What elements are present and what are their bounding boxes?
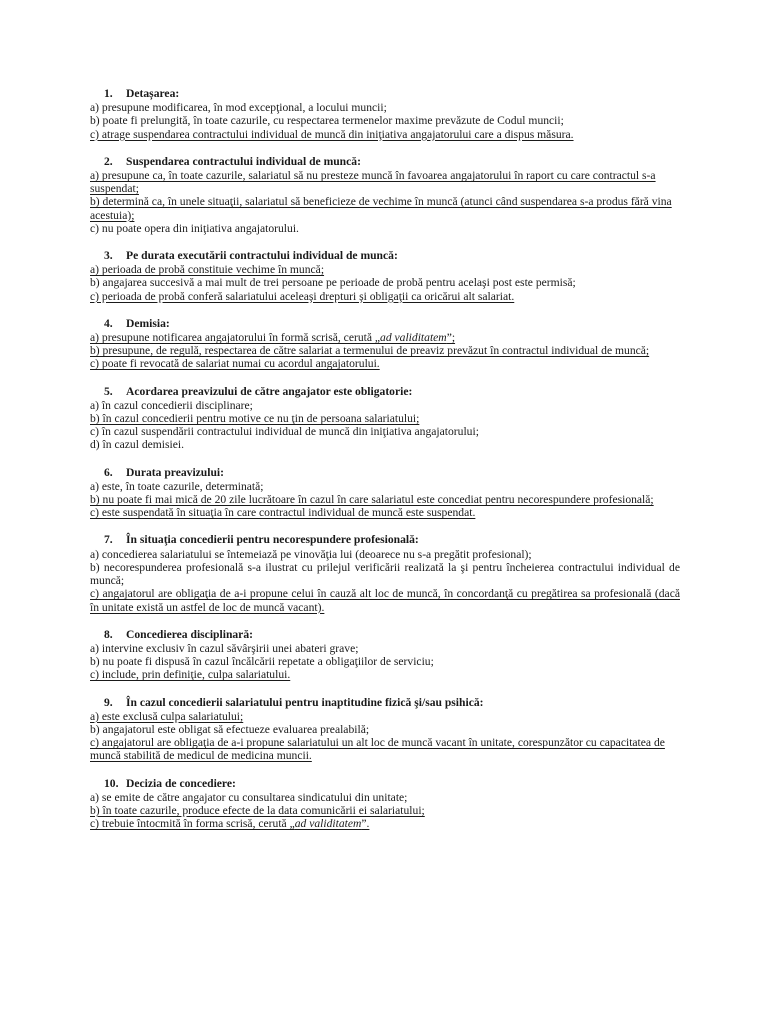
answer-option	[90, 290, 680, 303]
question-number: 9.	[104, 695, 113, 709]
answer-option	[90, 710, 680, 723]
answer-text: b) presupune, de regulă, respectarea de către salariat a termenului de preaviz prevăzut în contractul individual de muncă;	[90, 344, 650, 358]
question-block	[90, 777, 680, 831]
question-title: Acordarea preavizului de către angajator este obligatorie:	[126, 384, 413, 398]
answer-option	[90, 357, 680, 370]
question-number: 5.	[104, 384, 113, 398]
answer-text: c) include, prin definiţie, culpa salariatului.	[90, 668, 291, 682]
question-heading	[90, 87, 680, 100]
question-title: Detașarea:	[126, 87, 180, 100]
answer-option	[90, 817, 680, 830]
answer-text: b) nu poate fi dispusă în cazul încălcării repetate a obligaţiilor de serviciu;	[90, 655, 434, 669]
answer-text: ”.	[361, 817, 370, 831]
question-heading	[90, 155, 680, 168]
answer-option	[90, 276, 680, 289]
question-block	[90, 533, 680, 613]
answer-text: a) intervine exclusiv în cazul săvârşirii unei abateri grave;	[90, 641, 359, 655]
answer-text-italic: ad validitatem	[294, 817, 362, 831]
question-block	[90, 628, 680, 682]
answer-option	[90, 561, 680, 587]
answer-option	[90, 101, 680, 114]
answer-option	[90, 263, 680, 276]
answer-option	[90, 412, 680, 425]
answer-text: c) angajatorul are obligaţia de a-i propune celui în cauză alt loc de muncă, în concordanţă cu pregătirea sa profesională (dacă în unitate există un astfel de loc de muncă vacant).	[90, 587, 680, 614]
question-title: Demisia:	[126, 316, 170, 330]
answer-text: c) poate fi revocată de salariat numai cu acordul angajatorului.	[90, 357, 380, 371]
answer-option	[90, 642, 680, 655]
question-block	[90, 87, 680, 141]
answer-text: c) trebuie întocmită în forma scrisă, cerută „	[90, 817, 295, 831]
question-title: Durata preavizului:	[126, 465, 225, 479]
question-block	[90, 696, 680, 763]
answer-option	[90, 399, 680, 412]
question-block	[90, 466, 680, 520]
question-number: 7.	[104, 533, 113, 547]
question-heading	[90, 249, 680, 262]
question-block	[90, 249, 680, 303]
question-heading	[90, 533, 680, 546]
answer-text: b) angajarea succesivă a mai mult de trei persoane pe perioade de probă pentru acelaşi post este permisă;	[90, 276, 576, 290]
question-heading	[90, 696, 680, 709]
answer-text: ”;	[446, 331, 456, 345]
answer-option	[90, 723, 680, 736]
question-number: 2.	[104, 154, 113, 168]
answer-text: c) perioada de probă conferă salariatului aceleaşi drepturi şi obligaţii ca oricărui alt salariat.	[90, 289, 515, 303]
answer-text: b) poate fi prelungită, în toate cazurile, cu respectarea termenelor maxime prevăzute de Codul muncii;	[90, 114, 564, 128]
question-heading	[90, 466, 680, 479]
answer-text: a) presupune ca, în toate cazurile, salariatul să nu presteze muncă în favoarea angajatorului în raport cu care contractul s-a suspendat;	[90, 169, 656, 196]
answer-text: b) necorespunderea profesională s-a ilustrat cu prilejul verificării realizată la şi pentru încheierea contractului individual de muncă;	[90, 560, 680, 588]
answer-option	[90, 195, 680, 221]
document-body	[90, 87, 680, 844]
answer-option	[90, 655, 680, 668]
question-title: Concedierea disciplinară:	[126, 627, 253, 641]
question-block	[90, 317, 680, 371]
question-title: În situaţia concedierii pentru necorespundere profesională:	[126, 533, 419, 547]
answer-text: a) perioada de probă constituie vechime în muncă;	[90, 263, 325, 277]
question-heading	[90, 385, 680, 398]
answer-text: a) se emite de către angajator cu consultarea sindicatului din unitate;	[90, 790, 408, 804]
question-number: 4.	[104, 316, 113, 330]
answer-option	[90, 222, 680, 235]
answer-text: b) angajatorul este obligat să efectueze evaluarea prealabilă;	[90, 722, 370, 736]
answer-text: b) în toate cazurile, produce efecte de la data comunicării ei salariatului;	[90, 803, 425, 817]
answer-option	[90, 587, 680, 613]
answer-option	[90, 480, 680, 493]
answer-option	[90, 114, 680, 127]
answer-text: b) în cazul concedierii pentru motive ce nu ţin de persoana salariatului;	[90, 412, 420, 426]
answer-option	[90, 425, 680, 438]
answer-option	[90, 331, 680, 344]
answer-option	[90, 791, 680, 804]
answer-text: a) în cazul concedierii disciplinare;	[90, 398, 253, 412]
answer-text: c) în cazul suspendării contractului individual de muncă din iniţiativa angajatorului;	[90, 425, 479, 439]
answer-text: c) nu poate opera din iniţiativa angajatorului.	[90, 221, 299, 235]
answer-text: a) este, în toate cazurile, determinată;	[90, 479, 264, 493]
answer-option	[90, 344, 680, 357]
question-number: 10.	[104, 776, 119, 790]
answer-option	[90, 438, 680, 451]
answer-text: b) determină ca, în unele situaţii, salariatul să beneficieze de vechime în muncă (atunci când suspendarea s-a produs fără vina acestuia);	[90, 195, 672, 222]
answer-option	[90, 128, 680, 141]
answer-option	[90, 804, 680, 817]
answer-option	[90, 736, 680, 762]
question-title: Decizia de concediere:	[126, 776, 236, 790]
question-number: 6.	[104, 465, 113, 479]
question-title: În cazul concedierii salariatului pentru inaptitudine fizică şi/sau psihică:	[126, 695, 484, 709]
answer-option	[90, 548, 680, 561]
question-block	[90, 155, 680, 235]
answer-text: d) în cazul demisiei.	[90, 438, 185, 452]
answer-text: b) nu poate fi mai mică de 20 zile lucrătoare în cazul în care salariatul este concediat pentru necorespundere profesională;	[90, 493, 654, 507]
question-number: 8.	[104, 627, 113, 641]
answer-text: a) presupune notificarea angajatorului în formă scrisă, cerută „	[90, 331, 381, 345]
answer-option	[90, 668, 680, 681]
answer-text: a) este exclusă culpa salariatului;	[90, 709, 244, 723]
question-heading	[90, 777, 680, 790]
answer-option	[90, 506, 680, 519]
question-title: Pe durata executării contractului individual de muncă:	[126, 249, 398, 263]
question-number: 1.	[104, 87, 113, 100]
question-block	[90, 385, 680, 452]
answer-text: c) este suspendată în situaţia în care contractul individual de muncă este suspendat.	[90, 506, 476, 520]
question-number: 3.	[104, 249, 113, 263]
answer-option	[90, 169, 680, 195]
answer-text: a) presupune modificarea, în mod excepţional, a locului muncii;	[90, 101, 387, 115]
question-heading	[90, 317, 680, 330]
question-title: Suspendarea contractului individual de muncă:	[126, 154, 361, 168]
answer-text: c) angajatorul are obligaţia de a-i propune salariatului un alt loc de muncă vacant în unitate, corespunzător cu capacitatea de muncă stabilită de medicul de medicina muncii.	[90, 736, 665, 763]
question-heading	[90, 628, 680, 641]
answer-text: a) concedierea salariatului se întemeiază pe vinovăţia lui (deoarece nu s-a pregătit profesional);	[90, 547, 532, 561]
answer-text: c) atrage suspendarea contractului individual de muncă din iniţiativa angajatorului care a dispus măsura.	[90, 127, 574, 141]
answer-text-italic: ad validitatem	[380, 331, 447, 345]
answer-option	[90, 493, 680, 506]
